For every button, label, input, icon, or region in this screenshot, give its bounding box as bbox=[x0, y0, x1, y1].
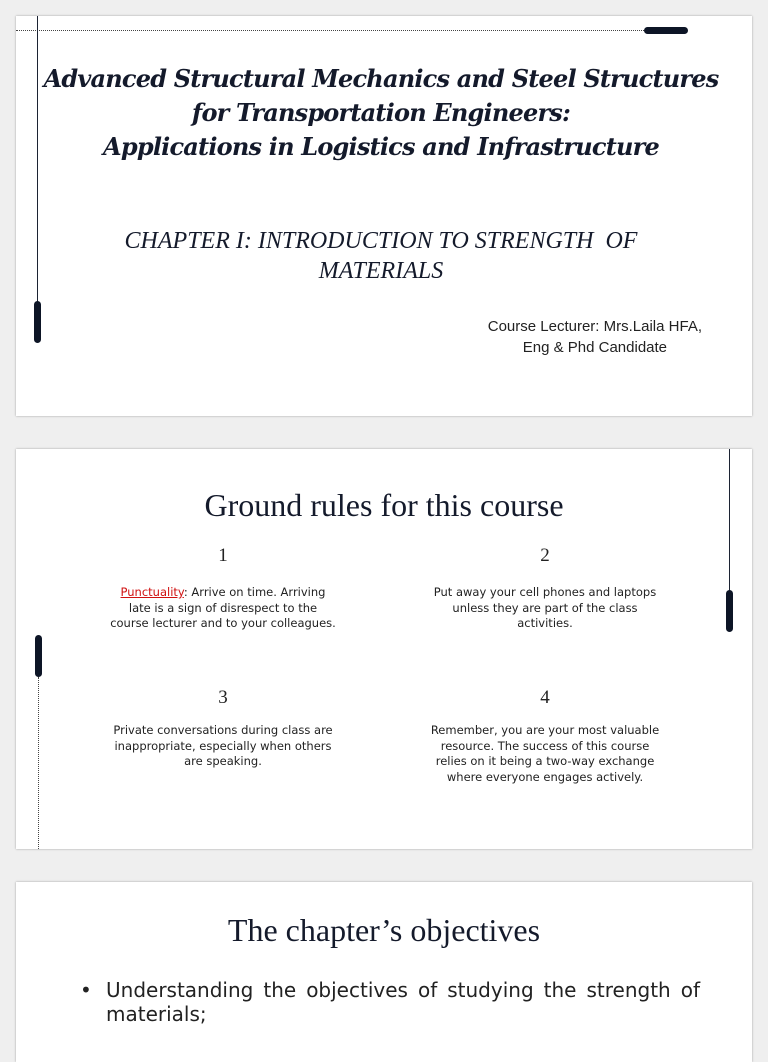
slide-heading: Ground rules for this course bbox=[204, 487, 564, 523]
course-title-line: for Transportation Engineers: bbox=[191, 98, 571, 127]
bullet-icon: • bbox=[80, 978, 92, 1002]
course-title-line: Advanced Structural Mechanics and Steel Structures bbox=[43, 64, 719, 93]
right-accent-bar bbox=[726, 590, 733, 632]
chapter-title-line: MATERIALS bbox=[318, 258, 444, 284]
lecturer-info bbox=[488, 316, 702, 358]
left-accent-bar bbox=[35, 635, 42, 677]
horizontal-accent-bar bbox=[644, 27, 688, 34]
course-title bbox=[36, 62, 726, 164]
rule-number: 1 bbox=[218, 545, 228, 566]
title-slide bbox=[16, 16, 752, 416]
rule-number: 2 bbox=[540, 545, 550, 566]
rule-text: Private conversations during class are inappropriate, especially when others are speaking. bbox=[113, 723, 333, 768]
lecturer-line: Course Lecturer: Mrs.Laila HFA, bbox=[487, 318, 702, 335]
objectives-slide bbox=[16, 882, 752, 1062]
list-item-text: Understanding the objectives of studying the strength of materials; bbox=[106, 978, 700, 1026]
vertical-accent-bar bbox=[34, 301, 41, 343]
objectives-list bbox=[80, 978, 700, 1026]
rule-text bbox=[108, 585, 338, 632]
rule-body: : Arrive on time. Arriving late is a sign of disrespect to the course lecturer and to your colleagues. bbox=[110, 585, 336, 630]
rule-number: 3 bbox=[218, 687, 228, 708]
rule-text: Remember, you are your most valuable resource. The success of this course relies on it being a two-way exchange where everyone engages actively. bbox=[430, 723, 660, 784]
chapter-title-line: CHAPTER I: INTRODUCTION TO STRENGTH OF bbox=[124, 228, 638, 254]
rule-text: Put away your cell phones and laptops unless they are part of the class activities. bbox=[433, 585, 657, 630]
left-dotted-rule bbox=[38, 677, 39, 849]
rule-keyword: Punctuality bbox=[120, 585, 184, 599]
rule-number: 4 bbox=[540, 687, 550, 708]
list-item bbox=[80, 978, 700, 1026]
lecturer-line: Eng & Phd Candidate bbox=[522, 339, 668, 356]
top-dotted-rule bbox=[16, 30, 644, 31]
ground-rules-slide bbox=[16, 449, 752, 849]
slide-heading: The chapter’s objectives bbox=[227, 912, 541, 948]
course-title-line: Applications in Logistics and Infrastructure bbox=[103, 132, 659, 161]
chapter-title bbox=[56, 226, 706, 286]
